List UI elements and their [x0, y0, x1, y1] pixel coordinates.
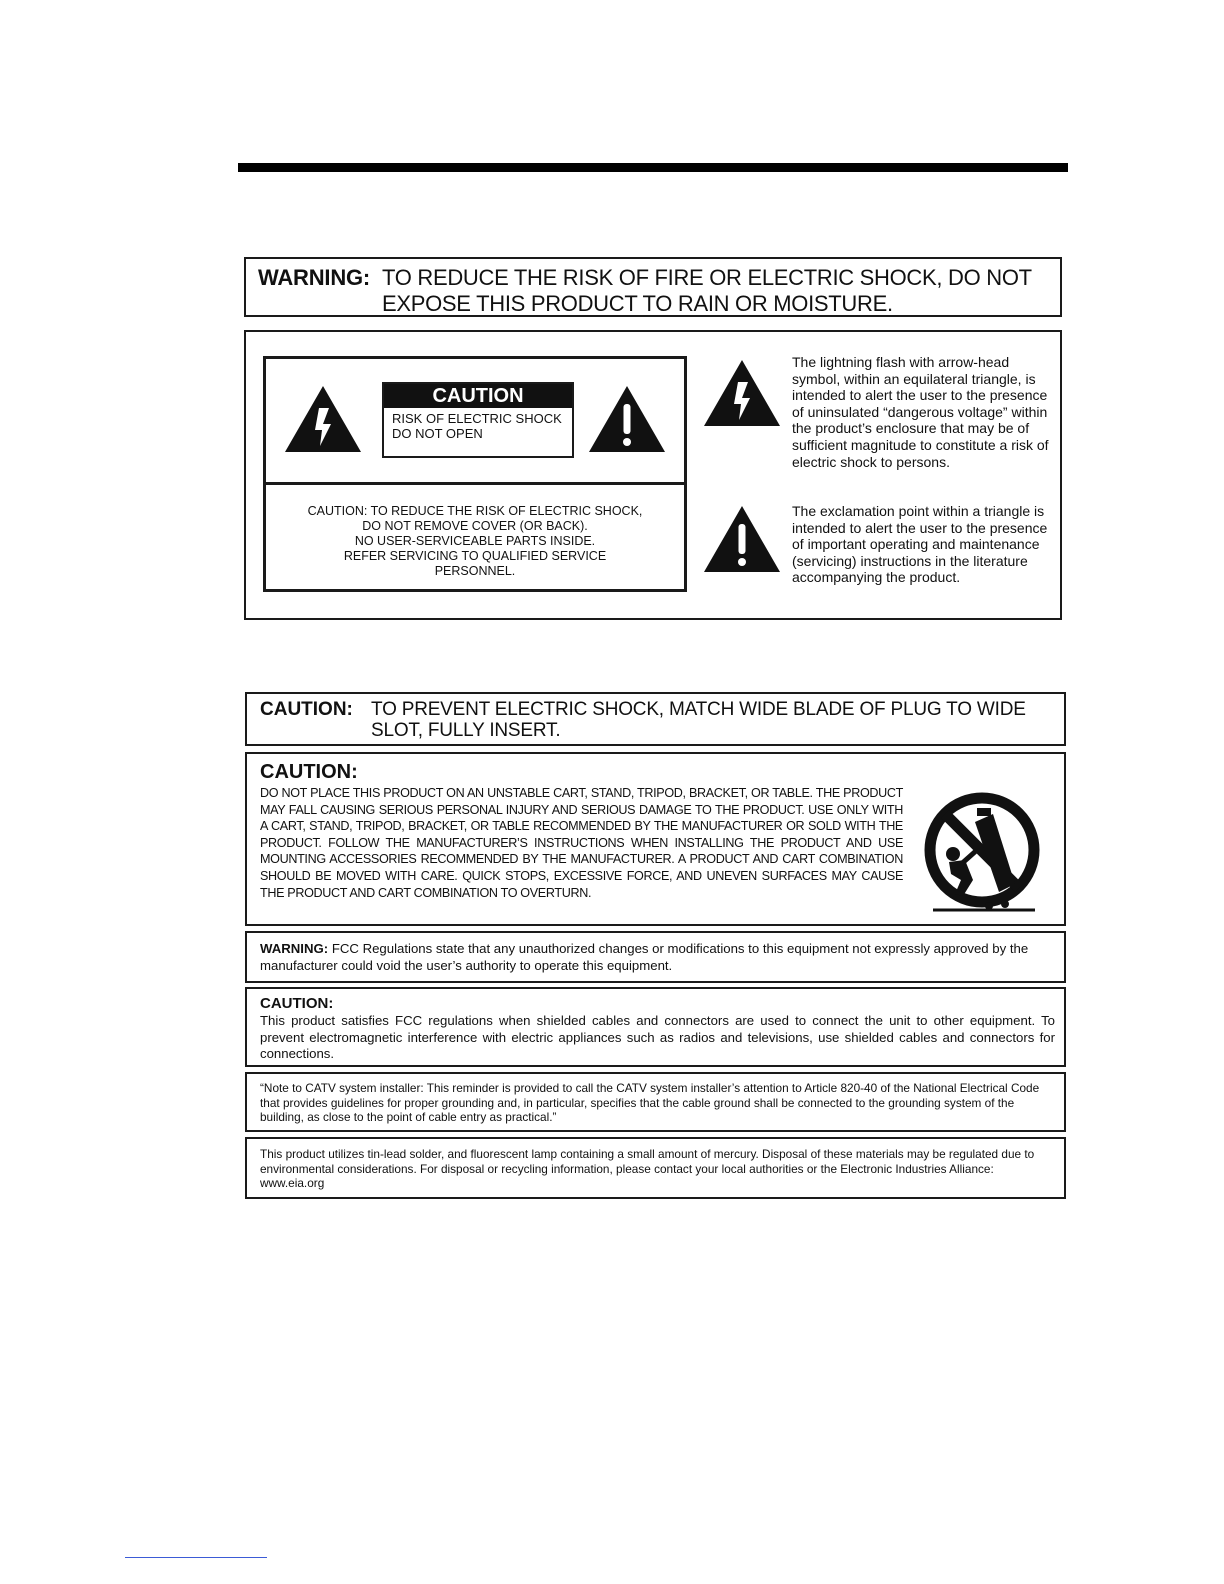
warning-text: TO REDUCE THE RISK OF FIRE OR ELECTRIC SHOCK, DO NOT EXPOSE THIS PRODUCT TO RAIN OR MOISTURE.: [382, 265, 1032, 316]
caution-label: [382, 382, 574, 458]
lightning-triangle-icon: [283, 384, 363, 454]
caution-cover-line5: PERSONNEL.: [434, 564, 516, 578]
panel-divider: [266, 482, 684, 485]
cart-tip-over-icon: [919, 792, 1045, 918]
caution-cover-line2: DO NOT REMOVE COVER (OR BACK).: [362, 519, 588, 533]
warning-fcc-box: [245, 931, 1066, 983]
caution-shielded-box: [245, 987, 1066, 1067]
warning-fcc-text: FCC Regulations state that any unauthorized changes or modifications to this equipment not expressly approved by the manufacturer could void the user’s authority to operate this equipment.: [260, 941, 1029, 973]
catv-note-box: [245, 1072, 1066, 1132]
safety-symbols-box: [244, 330, 1062, 620]
caution-cover-line1: CAUTION: TO REDUCE THE RISK OF ELECTRIC SHOCK,: [307, 504, 643, 518]
catv-note-text: “Note to CATV system installer: This reminder is provided to call the CATV system installer’s attention to Article 820-40 of the National Electrical Code that provides guidelines for proper grounding and, in particular, specifies that the cable ground shall be connected to the grounding system of the building, as close to the point of cable entry as practical.”: [260, 1081, 1040, 1125]
caution-shielded-text: This product satisfies FCC regulations when shielded cables and connectors are used to connect the unit to other equipment. To prevent electromagnetic interference with electric appliances such as radios and televisions, use shielded cables and connectors for connections.: [260, 1013, 1055, 1061]
disposal-note-text: This product utilizes tin-lead solder, and fluorescent lamp containing a small amount of mercury. Disposal of these materials may be regulated due to environmental considerations. For disposal or recycling information, please contact your local authorities or the Electronic Industries Alliance: www.eia.org: [260, 1147, 1035, 1191]
caution-label-title: CAUTION: [384, 384, 572, 408]
caution-cover-line4: REFER SERVICING TO QUALIFIED SERVICE: [343, 549, 607, 563]
warning-label: WARNING:: [260, 941, 329, 956]
caution-plug-text: TO PREVENT ELECTRIC SHOCK, MATCH WIDE BLADE OF PLUG TO WIDE SLOT, FULLY INSERT.: [371, 699, 1026, 741]
lightning-symbol-explanation: The lightning flash with arrow-head symbol, within an equilateral triangle, is intended to alert the user to the presence of uninsulated “dangerous voltage” within the product’s enclosure that may be of sufficient magnitude to constitute a risk of electric shock to persons.: [792, 354, 1049, 470]
warning-label: WARNING:: [258, 265, 371, 290]
disposal-note-box: [245, 1137, 1066, 1199]
caution-label: CAUTION:: [260, 761, 358, 783]
warning-fcc-paragraph: [260, 940, 1050, 974]
caution-cover-text: [276, 504, 674, 579]
caution-cart-text: DO NOT PLACE THIS PRODUCT ON AN UNSTABLE CART, STAND, TRIPOD, BRACKET, OR TABLE. THE PRODUCT MAY FALL CAUSING SERIOUS PERSONAL INJURY AND SERIOUS DAMAGE TO THE PRODUCT. USE ONLY WITH A CART, STAND, TRIPOD, BRACKET, OR TABLE RECOMMENDED BY THE MANUFACTURER OR SOLD WITH THE PRODUCT. FOLLOW THE MANUFACTURER’S INSTRUCTIONS WHEN INSTALLING THE PRODUCT AND USE MOUNTING ACCESSORIES RECOMMENDED BY THE MANUFACTURER. A PRODUCT AND CART COMBINATION SHOULD BE MOVED WITH CARE. QUICK STOPS, EXCESSIVE FORCE, AND UNEVEN SURFACES MAY CAUSE THE PRODUCT AND CART COMBINATION TO OVERTURN.: [260, 786, 903, 900]
caution-label-line2: DO NOT OPEN: [392, 426, 483, 441]
caution-label: CAUTION:: [260, 995, 334, 1012]
caution-plug-box: [245, 692, 1066, 746]
caution-cart-box: [245, 752, 1066, 926]
header-rule: [238, 163, 1068, 172]
caution-label-line1: RISK OF ELECTRIC SHOCK: [392, 411, 562, 426]
caution-cover-line3: NO USER-SERVICEABLE PARTS INSIDE.: [354, 534, 596, 548]
caution-label-panel: [263, 356, 687, 592]
exclamation-triangle-icon: [587, 384, 667, 454]
footer-rule: [125, 1557, 267, 1558]
caution-label: CAUTION:: [260, 699, 353, 720]
exclamation-symbol-explanation: The exclamation point within a triangle is intended to alert the user to the presence of important operating and maintenance (servicing) instructions in the literature accompanying the product.: [792, 503, 1048, 586]
exclamation-triangle-icon: [702, 504, 782, 574]
lightning-triangle-icon: [702, 358, 782, 428]
warning-rain-box: [244, 257, 1062, 317]
